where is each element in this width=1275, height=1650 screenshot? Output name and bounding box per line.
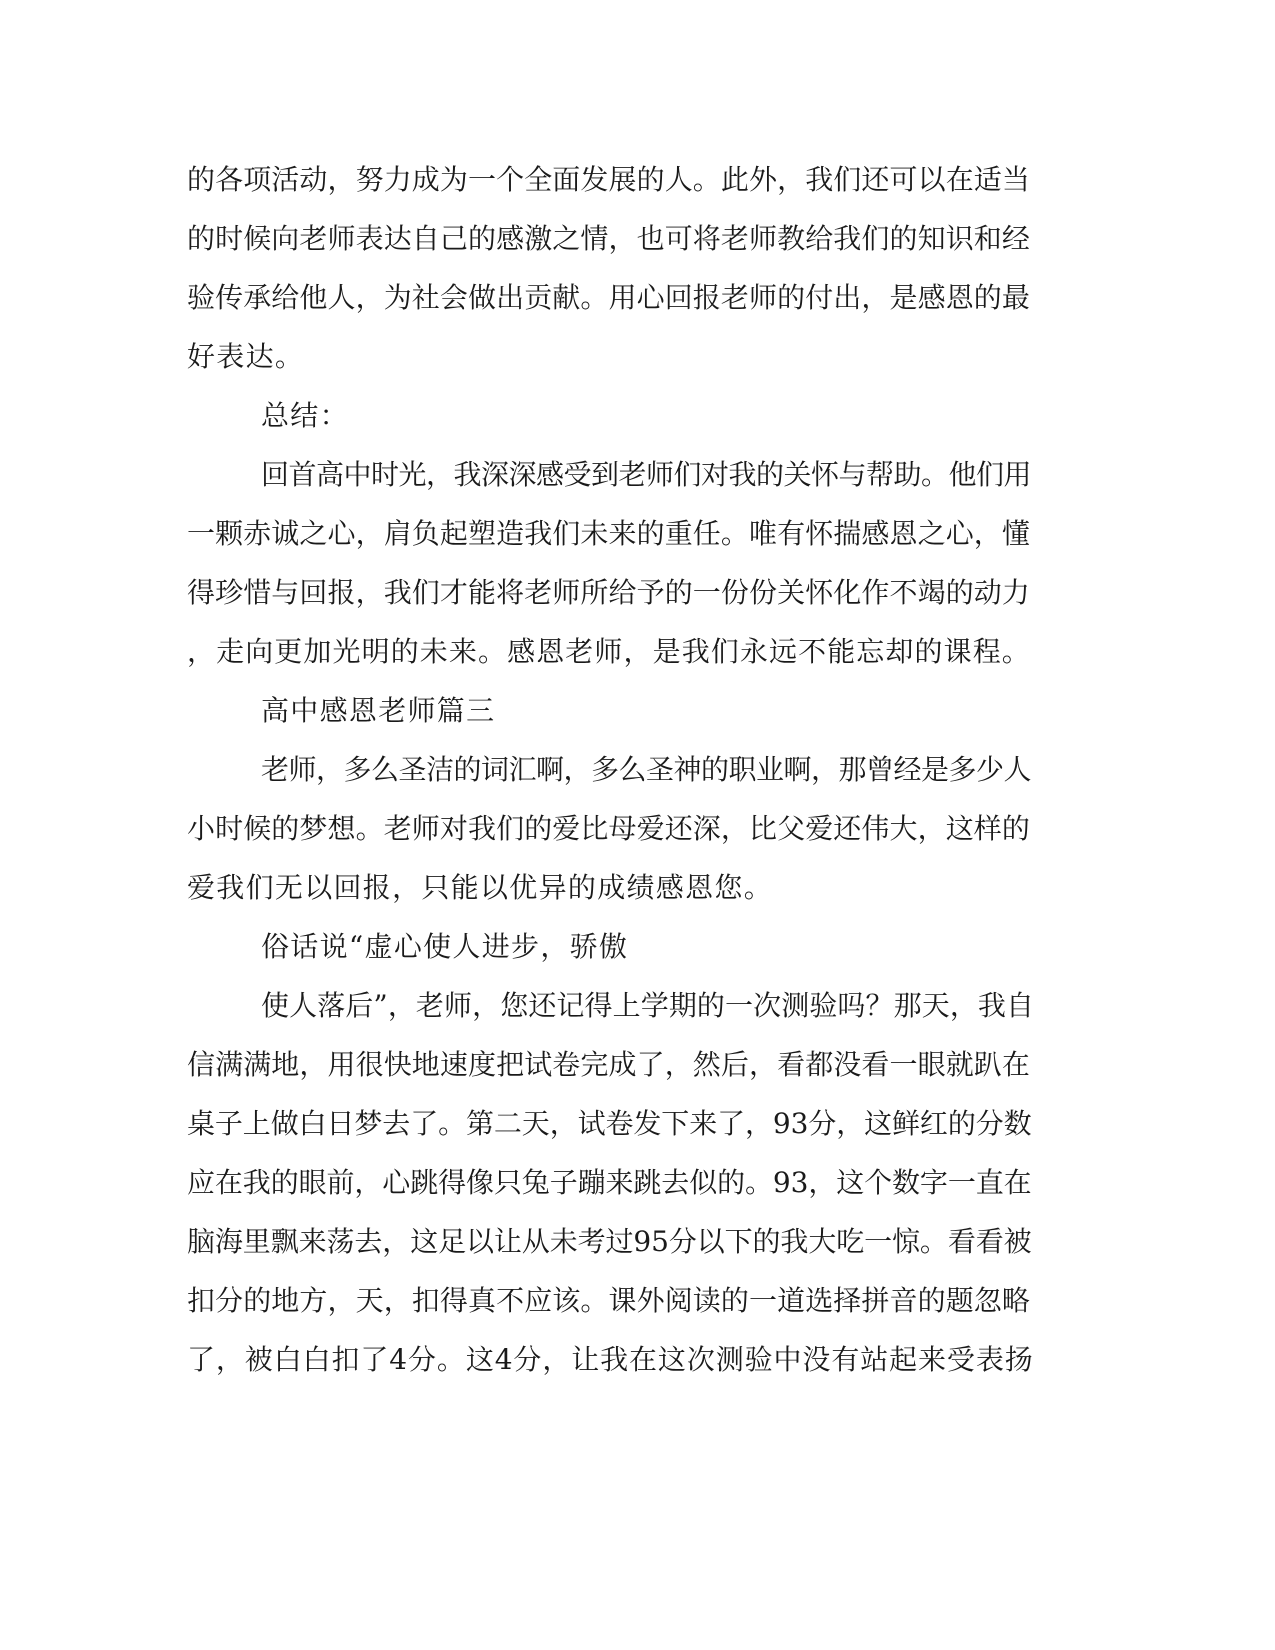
body-text-line: 验传承给他人，为社会做出贡献。用心回报老师的付出，是感恩的最: [187, 281, 1031, 314]
body-text-line: 使人落后”，老师，您还记得上学期的一次测验吗？那天，我自: [261, 989, 1035, 1022]
body-text-line: 桌子上做白日梦去了。第二天，试卷发下来了，93分，这鲜红的分数: [187, 1107, 1032, 1140]
body-text-line: 信满满地，用很快地速度把试卷完成了，然后，看都没看一眼就趴在: [187, 1048, 1031, 1081]
section-heading: 高中感恩老师篇三: [261, 694, 496, 727]
body-text-line: 老师，多么圣洁的词汇啊，多么圣神的职业啊，那曾经是多少人: [261, 753, 1032, 786]
section-heading: 总结：: [261, 399, 349, 432]
body-text-line: 一颗赤诚之心，肩负起塑造我们未来的重任。唯有怀揣感恩之心，懂: [187, 517, 1031, 550]
body-text-line: 了，被白白扣了4分。这4分，让我在这次测验中没有站起来受表扬: [187, 1343, 1034, 1376]
body-text-line: 应在我的眼前，心跳得像只兔子蹦来跳去似的。93，这个数字一直在: [187, 1166, 1032, 1199]
body-text-line: 的各项活动，努力成为一个全面发展的人。此外，我们还可以在适当: [187, 163, 1031, 196]
body-text-line: 回首高中时光，我深深感受到老师们对我的关怀与帮助。他们用: [261, 458, 1032, 491]
body-text-line: 俗话说“虚心使人进步，骄傲: [261, 930, 629, 963]
body-text-line: 扣分的地方，天，扣得真不应该。课外阅读的一道选择拼音的题忽略: [187, 1284, 1031, 1317]
body-text-line: 得珍惜与回报，我们才能将老师所给予的一份份关怀化作不竭的动力: [187, 576, 1031, 609]
body-text-line: 的时候向老师表达自己的感激之情，也可将老师教给我们的知识和经: [187, 222, 1031, 255]
body-text-line: 爱我们无以回报，只能以优异的成绩感恩您。: [187, 871, 774, 904]
body-text-line: 脑海里飘来荡去，这足以让从未考过95分以下的我大吃一惊。看看被: [187, 1225, 1032, 1258]
body-text-line: 小时候的梦想。老师对我们的爱比母爱还深，比父爱还伟大，这样的: [187, 812, 1031, 845]
body-text-line: ，走向更加光明的未来。感恩老师，是我们永远不能忘却的课程。: [187, 635, 1031, 668]
body-text-line: 好表达。: [187, 340, 305, 373]
